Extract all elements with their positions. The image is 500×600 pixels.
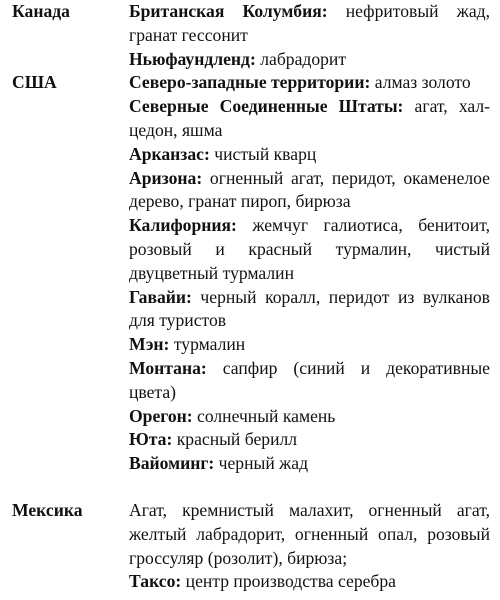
region-name: Мэн: [129, 334, 170, 355]
region-list [129, 499, 490, 594]
country-paragraph: Агат, кремнистый малахит, огненный агат, желтый лабрадорит, огненный опал, розовый гроссуляр (розолит), бирюза; [129, 499, 490, 568]
region-entry [129, 405, 490, 429]
country-name: Мексика [12, 499, 83, 520]
region-name: Орегон: [129, 405, 193, 426]
region-stones: жемчуг галиотиса, бенитоит, розовый и красный турмалин, чистый двуцветный турмалин [129, 215, 490, 283]
region-stones: турмалин [169, 334, 246, 355]
country-row-usa [12, 71, 490, 476]
country-name: США [12, 72, 57, 93]
region-name: Юта: [129, 429, 173, 450]
region-name: Аризона: [129, 167, 203, 188]
region-entry [129, 357, 490, 405]
region-name: Калифорния: [129, 215, 237, 236]
region-stones: красный берилл [172, 429, 298, 450]
region-stones: лабрадорит [255, 48, 347, 69]
region-entry [129, 0, 490, 48]
region-entry [129, 286, 490, 334]
region-entry [129, 214, 490, 285]
region-entry [129, 452, 490, 476]
region-list [129, 0, 490, 71]
country-name: Канада [12, 1, 70, 21]
region-stones: нефритовый жад, гранат гессонит [129, 1, 490, 45]
region-name: Монтана: [129, 357, 207, 378]
region-name: Вайоминг: [129, 453, 215, 474]
region-name: Британская Колумбия: [129, 1, 328, 21]
region-name: Северные Соединенные Штаты: [129, 96, 404, 117]
region-entry [129, 570, 490, 594]
region-name: Арканзас: [129, 143, 210, 164]
region-stones: агат, халцедон, яшма [129, 96, 490, 140]
region-name: Таксо: [129, 571, 182, 592]
region-list [129, 71, 490, 476]
region-stones: черный коралл, перидот из вулканов для туристов [129, 286, 490, 331]
country-row-canada [12, 0, 490, 71]
region-stones: солнечный камень [192, 405, 336, 426]
region-entry [129, 167, 490, 215]
region-stones: черный жад [214, 453, 309, 474]
country-row-mexico [12, 499, 490, 594]
region-entry [129, 71, 490, 95]
region-name: Гавайи: [129, 286, 192, 307]
region-entry [129, 143, 490, 167]
region-name: Северо-западные территории: [129, 72, 371, 93]
region-stones: центр производства серебра [181, 571, 396, 592]
region-stones: алмаз золото [370, 72, 471, 93]
region-entry [129, 48, 490, 72]
region-entry [129, 95, 490, 143]
region-entry [129, 333, 490, 357]
region-name: Ньюфаундленд: [129, 48, 256, 69]
region-stones: огненный агат, перидот, окаменелое дерево, гранат пироп, бирюза [129, 167, 490, 212]
region-entry [129, 428, 490, 452]
region-stones: сапфир (синий и декоративные цвета) [129, 357, 490, 402]
region-stones: чистый кварц [209, 143, 317, 164]
